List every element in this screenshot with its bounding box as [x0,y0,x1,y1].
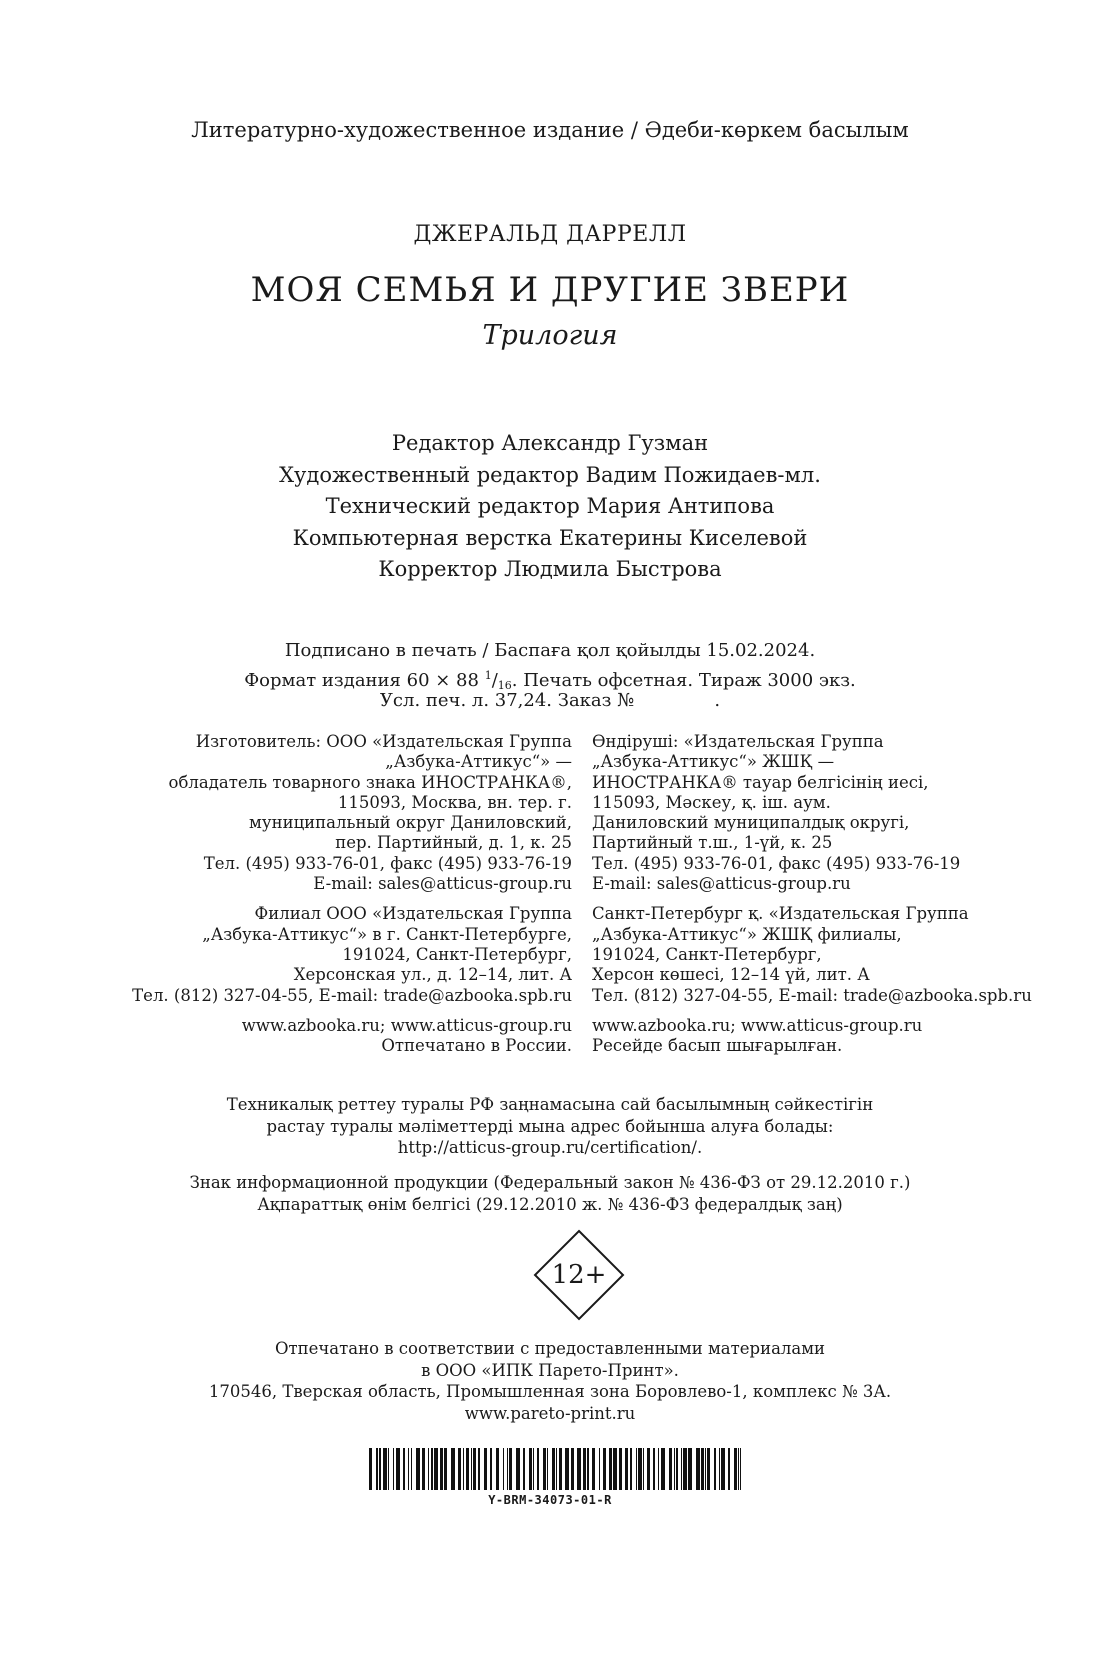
barcode-code: Y-BRM-34073-01-R [488,1493,612,1507]
age-rating-badge [533,1229,625,1321]
branch-kz-line: Санкт-Петербург қ. «Издательская Группа [592,904,969,924]
barcode-bar [599,1448,600,1490]
barcode-bar [734,1448,737,1490]
barcode-bar [609,1448,612,1490]
barcode-bar [571,1448,574,1490]
barcode-bar [509,1448,512,1490]
barcode-bar [496,1448,499,1490]
manufacturer-ru-line: Тел. (495) 933-76-01, факс (495) 933-76-19 [203,853,572,873]
manufacturer-ru-line: пер. Партийный, д. 1, к. 25 [335,833,572,853]
barcode-bar [383,1448,387,1490]
age-rating-label: 12+ [551,1260,607,1290]
barcode-bar [683,1448,687,1490]
certification-line: растау туралы мәліметтерді мына адрес бойынша алуға болады: [266,1116,834,1136]
barcode-bar [630,1448,632,1490]
barcode-bar [507,1448,508,1490]
barcode-bar [740,1448,741,1490]
barcode-bar [379,1448,381,1490]
branch-kz-line: 191024, Санкт-Петербург, [592,944,822,964]
info-sign-ru: Знак информационной продукции (Федеральный закон № 436-ФЗ от 29.12.2010 г.) [189,1173,911,1192]
barcode-bar [701,1448,704,1490]
manufacturer-ru-line: E-mail: sales@atticus-group.ru [313,874,572,894]
barcode-bar [719,1448,720,1490]
branch-kz-line: „Азбука-Аттикус“» ЖШҚ филиалы, [592,924,902,944]
format-line [0,663,1100,692]
footer-kz-line: Ресейде басып шығарылған. [592,1036,843,1056]
info-sign-kz: Ақпараттық өнім белгісі (29.12.2010 ж. № 436-ФЗ федералдық заң) [257,1194,843,1214]
footer-ru-line: Отпечатано в России. [381,1036,572,1056]
barcode-bar [592,1448,595,1490]
barcode-bar [471,1448,472,1490]
barcode-bar [529,1448,532,1490]
manufacturer-ru-line: муниципальный округ Даниловский, [249,813,572,833]
barcode-bar [422,1448,425,1490]
barcode-bar [638,1448,642,1490]
barcode-bar [587,1448,589,1490]
barcode-bar [613,1448,617,1490]
printer-line: в ООО «ИПК Парето-Принт». [421,1360,679,1380]
branch-kz-line: Тел. (812) 327-04-55, E-mail: trade@azbooka.spb.ru [592,985,1032,1005]
barcode-bar [552,1448,555,1490]
barcode-bar [444,1448,447,1490]
manufacturer-kz-line: Даниловский муниципалдық округі, [592,813,910,833]
barcode-bar [533,1448,534,1490]
footer-ru-line: www.azbooka.ru; www.atticus-group.ru [241,1015,572,1035]
printer-info [0,1338,1100,1424]
manufacturer-kz-line: Өндіруші: «Издательская Группа [592,732,884,751]
publisher-info-kz [592,732,1032,1056]
publication-info [0,638,1100,713]
barcode-bar [466,1448,469,1490]
barcode-bar [547,1448,548,1490]
book-title: МОЯ СЕМЬЯ И ДРУГИЕ ЗВЕРИ [250,270,850,310]
sheets-order: Усл. печ. л. 37,24. Заказ № . [379,690,721,711]
info-product-sign [0,1172,1100,1215]
barcode-bar [647,1448,650,1490]
barcode-bar [625,1448,628,1490]
branch-ru-line: Тел. (812) 327-04-55, E-mail: trade@azbooka.spb.ru [132,985,572,1005]
book-subtitle: Трилогия [482,320,618,351]
barcode-bar [728,1448,730,1490]
barcode-bar [619,1448,622,1490]
barcode-bar [416,1448,420,1490]
certification-note [0,1094,1100,1159]
spacer [592,1006,1032,1016]
branch-ru-line: Филиал ООО «Издательская Группа [254,904,572,924]
format-numerator: 1 [484,669,492,682]
manufacturer-kz-line: E-mail: sales@atticus-group.ru [592,874,851,894]
barcode-bar [565,1448,569,1490]
branch-ru-line: Херсонская ул., д. 12–14, лит. А [293,965,572,985]
book-author: ДЖЕРАЛЬД ДАРРЕЛЛ [413,222,687,247]
credit-tech-editor: Технический редактор Мария Антипова [325,494,775,518]
branch-ru-line: „Азбука-Аттикус“» в г. Санкт-Петербурге, [202,924,572,944]
edition-type: Литературно-художественное издание / Әдеби-көркем басылым [191,118,909,142]
barcode-bar [431,1448,433,1490]
credit-art-editor: Художественный редактор Вадим Пожидаев-мл. [279,462,821,487]
credit-editor: Редактор Александр Гузман [391,431,709,455]
barcode-bar [393,1448,394,1490]
credit-proofreader: Корректор Людмила Быстрова [378,557,722,581]
barcode-bar [696,1448,700,1490]
barcode-bar [484,1448,487,1490]
format-suffix: . Печать офсетная. Тираж 3000 экз. [511,670,856,691]
manufacturer-ru-line: обладатель товарного знака ИНОСТРАНКА®, [168,772,572,792]
barcode-bar [369,1448,372,1490]
publisher-info-ru [132,732,572,1056]
barcode-bar [451,1448,455,1490]
barcode-bar [473,1448,476,1490]
barcode-bar [676,1448,678,1490]
spacer [132,894,572,904]
barcode-bar [559,1448,562,1490]
barcode-bar [411,1448,412,1490]
barcode-bar [556,1448,557,1490]
barcode-bar [503,1448,504,1490]
barcode-bar [463,1448,464,1490]
barcode-bar [705,1448,706,1490]
barcode-bar [714,1448,716,1490]
footer-kz-line: www.azbooka.ru; www.atticus-group.ru [592,1015,923,1035]
signed-date: Подписано в печать / Баспаға қол қойылды 15.02.2024. [284,640,816,661]
spacer [592,894,1032,904]
barcode-bar [721,1448,725,1490]
certification-line: Техникалық реттеу туралы РФ заңнамасына сай басылымның сәйкестігін [226,1095,874,1114]
manufacturer-kz-line: 115093, Мәскеу, қ. іш. аум. [592,792,831,812]
barcode-bar [688,1448,692,1490]
manufacturer-ru-line: 115093, Москва, вн. тер. г. [337,792,572,812]
manufacturer-kz-line: „Азбука-Аттикус“» ЖШҚ — [592,752,835,772]
barcode-bar [681,1448,682,1490]
barcode-bar [577,1448,581,1490]
barcode-bar [669,1448,672,1490]
barcode-bar [707,1448,710,1490]
barcode-bar [583,1448,586,1490]
branch-ru-line: 191024, Санкт-Петербург, [342,944,572,964]
format-denominator: 16 [497,679,512,692]
spacer [132,1006,572,1016]
credit-layout: Компьютерная верстка Екатерины Киселевой [292,525,808,550]
printer-address: 170546, Тверская область, Промышленная зона Боровлево-1, комплекс № 3А. [208,1382,892,1401]
barcode-bar [440,1448,443,1490]
manufacturer-kz-line: ИНОСТРАНКА® тауар белгісінің иесі, [592,772,929,792]
format-prefix: Формат издания 60 × 88 [244,670,485,691]
barcode-bar [661,1448,665,1490]
barcode-bar [603,1448,606,1490]
barcode-bar [636,1448,637,1490]
barcode-bar [428,1448,429,1490]
barcode-bar [478,1448,480,1490]
barcode-bar [653,1448,655,1490]
branch-kz-line: Херсон көшесі, 12–14 үй, лит. А [592,965,870,985]
barcode-bar [388,1448,389,1490]
manufacturer-kz-line: Партийный т.ш., 1-үй, к. 25 [592,833,833,853]
barcode-bar [403,1448,405,1490]
barcode [369,1448,741,1490]
barcode-bar [396,1448,400,1490]
barcode-bar [523,1448,525,1490]
format-slash: / [491,670,498,691]
barcode-bar [658,1448,659,1490]
credits-block [0,428,1100,586]
barcode-bar [490,1448,492,1490]
barcode-bar [738,1448,739,1490]
barcode-bar [537,1448,539,1490]
barcode-bar [643,1448,644,1490]
barcode-bar [674,1448,675,1490]
barcode-bar [376,1448,378,1490]
manufacturer-ru-line: Изготовитель: ООО «Издательская Группа [195,732,572,751]
barcode-bar [434,1448,438,1490]
certification-url: http://atticus-group.ru/certification/. [397,1138,703,1157]
barcode-bar [408,1448,409,1490]
barcode-bar [543,1448,546,1490]
barcode-bar [516,1448,520,1490]
printer-line: Отпечатано в соответствии с предоставленными материалами [274,1339,826,1358]
manufacturer-ru-line: „Азбука-Аттикус“» — [385,752,572,772]
barcode-bar [458,1448,461,1490]
manufacturer-kz-line: Тел. (495) 933-76-01, факс (495) 933-76-19 [592,853,961,873]
printer-website: www.pareto-print.ru [464,1403,636,1423]
